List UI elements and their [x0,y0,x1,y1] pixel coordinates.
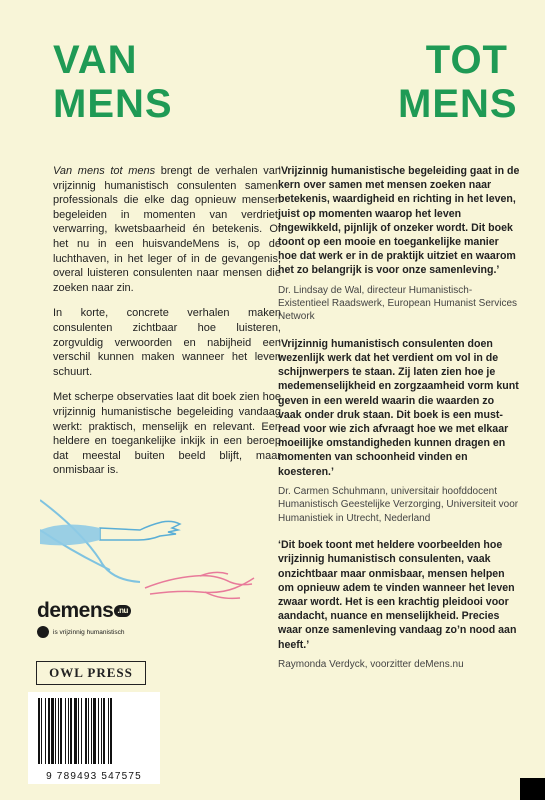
barcode-bars [28,692,160,768]
barcode-bar [110,698,112,764]
logo-sub-text: is vrijzinnig humanistisch [53,628,125,636]
corner-mark [520,778,545,800]
barcode-bar [88,698,89,764]
barcode-bar [48,698,50,764]
logo-tagline [37,626,147,638]
title-left-line-1: VAN [53,38,138,82]
barcode-bar [58,698,59,764]
quote-1-attribution: Dr. Lindsay de Wal, directeur Humanistisch-Existentieel Raadswerk, European Humanist Services Network [278,284,517,323]
quote-1: ‘Vrijzinnig humanistische begeleiding gaat in de kern over samen met mensen zoeken naar betekenis, waardigheid en richting in het leven, juist op momenten waarop het leven ingewikkeld, pijnlijk of onzeker wordt. Dit boek toont op een mooie en toegankelijke manier hoe dat werk er in de praktijk uitziet en waarom het zo belangrijk is voor onze samenleving.’ [278,165,520,277]
quote-2: ‘Vrijzinnig humanistisch consulenten doen wezenlijk werk dat het verdient om vol in de schijnwerpers te staan. Zij laten zien hoe je medemenselijkheid en zorgzaamheid vorm kunt geven in een wereld waarin die waarden zo vaak onder druk staan. Dit boek is een must-read voor wie zich afvraagt hoe we met elkaar moeilijke omstandigheden kunnen dragen en momenten van schoonheid vinden en koesteren.’ [278,337,519,478]
title-left [53,38,173,126]
quote-2-attribution: Dr. Carmen Schuhmann, universitair hoofddocent Humanistisch Geestelijke Verzorging, Universiteit voor Humanistiek in Utrecht, Nederland [278,485,519,524]
logo-dot-badge: .nu [114,605,131,617]
barcode-bar [70,698,72,764]
isbn-number: 9 789493 547575 [46,771,142,782]
barcode-bar [38,698,40,764]
blurb-paragraph-1 [53,164,281,295]
blurb-paragraph-2: In korte, concrete verhalen maken consulenten zichtbaar hoe luisteren, zorgvuldig verwoorden en nabijheid een verschil kunnen maken wanneer het leven schuurt. [53,307,281,378]
barcode-bar [68,698,69,764]
barcode-bar [108,698,109,764]
publisher-logo: OWL PRESS [36,661,146,685]
barcode-bar [81,698,82,764]
barcode-bar [41,698,42,764]
demens-logo [37,600,147,645]
barcode-bar [93,698,96,764]
barcode-bar [74,698,77,764]
barcode-bar [98,698,99,764]
barcode-bar [60,698,62,764]
quote-3-attribution: Raymonda Verdyck, voorzitter deMens.nu [278,658,464,670]
title-right-line-2: MENS [398,82,518,126]
barcode-bar [45,698,46,764]
isbn-barcode [28,692,160,784]
humanist-emblem-icon [37,626,49,638]
barcode-bar [78,698,79,764]
title-left-line-2: MENS [53,82,173,126]
barcode-bar [101,698,102,764]
title-right-line-1: TOT [425,38,508,82]
blurb-italic-lead: Van mens tot mens [53,165,156,177]
pink-hand-illustration [140,548,260,618]
barcode-bar [65,698,66,764]
logo-wordmark [37,600,147,622]
barcode-bar [85,698,87,764]
logo-main-text: demens [37,599,114,622]
quotes-column [278,164,520,684]
title-right [398,38,518,126]
quote-3: ‘Dit boek toont met heldere voorbeelden hoe vrijzinnig humanistisch consulenten, vaak onzichtbaar maar onmisbaar, mensen helpen om opnieuw adem te vinden wanneer het leven zwaar wordt. Het is een krachtig pleidooi voor aandacht, nuance en menselijkheid. Precies waar onze samenleving vandaag zo’n nood aan heeft.’ [278,539,517,651]
barcode-bar [91,698,92,764]
barcode-bar [103,698,105,764]
barcode-bar [55,698,56,764]
barcode-bar [51,698,54,764]
blurb-paragraph-3: Met scherpe observaties laat dit boek zien hoe vrijzinnig humanistische begeleiding vandaag werkt: praktisch, menselijk en relevant. Een heldere en toegankelijke inkijk in een beroep dat meestal buiten beeld blijft, maar onmisbaar is. [53,391,281,477]
blurb-column [53,164,281,489]
blurb-paragraph-1-text: brengt de verhalen van vrijzinnig humanistisch consulenten samen: professionals die elke dag opnieuw mensen begeleiden in momenten van verdriet, verwarring, kwetsbaarheid én betekenis. Of het nu in een huisvandeMens is, op de luchthaven, in het leger of in de gevangenis, overal luisteren consulenten naar mensen die zoeken naar zin. [53,165,281,294]
